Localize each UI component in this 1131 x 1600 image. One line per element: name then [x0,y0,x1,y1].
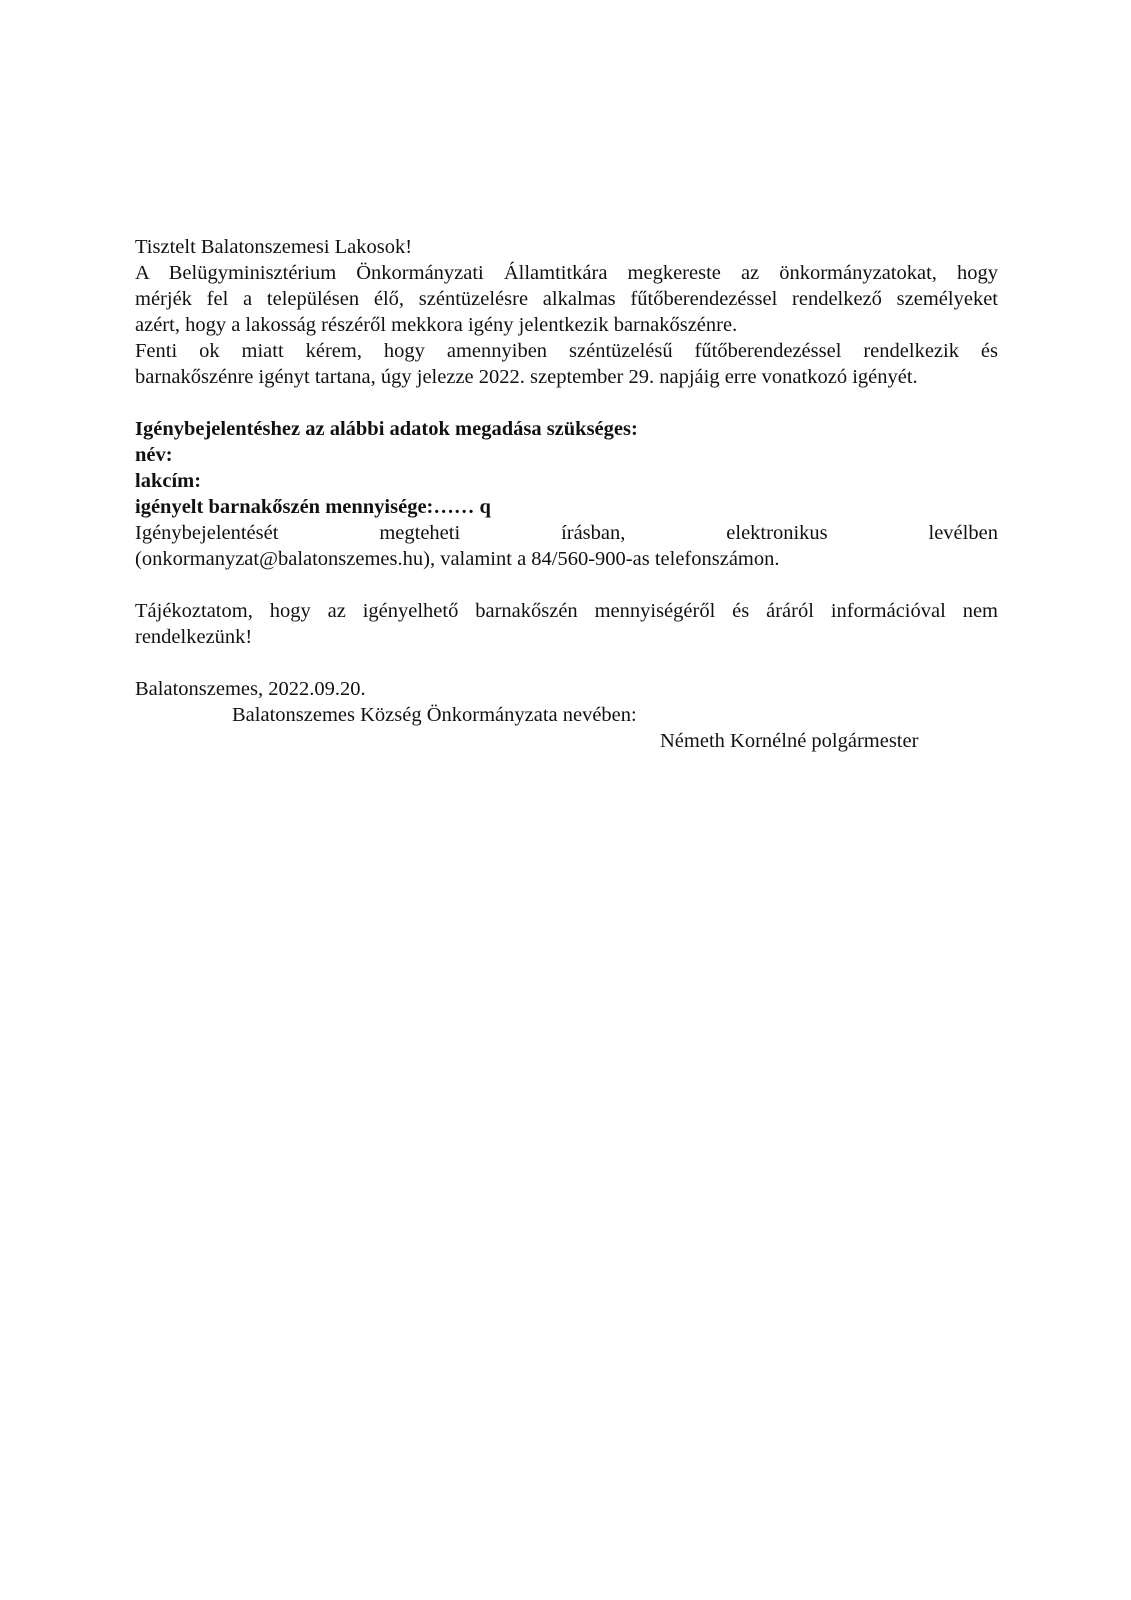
intro-line: A Belügyminisztérium Önkormányzati Államtitkára megkereste az önkormányzatokat, hogy [135,262,998,284]
notice-line: rendelkezünk! [135,626,253,648]
request-line: Fenti ok miatt kérem, hogy amennyiben széntüzelésű fűtőberendezéssel rendelkezik és [135,340,998,362]
notice-line: Tájékoztatom, hogy az igényelhető barnakőszén mennyiségéről és áráról információval nem [135,600,998,622]
field-name-label: név: [135,444,173,466]
dateline: Balatonszemes, 2022.09.20. [135,678,366,700]
contact-word: levélben [928,522,998,544]
on-behalf-line: Balatonszemes Község Önkormányzata nevében: [232,704,637,726]
contact-line [135,520,998,546]
contact-word: elektronikus [726,522,828,544]
intro-paragraph [135,260,998,338]
contact-word: megteheti [379,522,461,544]
signature: Németh Kornélné polgármester [660,730,919,752]
contact-word: írásban, [561,522,626,544]
notice-paragraph [135,598,998,650]
intro-line: mérjék fel a településen élő, széntüzelésre alkalmas fűtőberendezéssel rendelkező személyeket [135,288,998,310]
required-data-heading: Igénybejelentéshez az alábbi adatok megadása szükséges: [135,418,638,440]
required-fields [135,442,998,520]
contact-word: Igénybejelentését [135,522,279,544]
greeting: Tisztelt Balatonszemesi Lakosok! [135,236,413,258]
letter-body [135,234,998,754]
contact-paragraph [135,520,998,572]
intro-line: azért, hogy a lakosság részéről mekkora igény jelentkezik barnakőszénre. [135,314,738,336]
request-line: barnakőszénre igényt tartana, úgy jelezze 2022. szeptember 29. napjáig erre vonatkozó igényét. [135,366,918,388]
field-address-label: lakcím: [135,470,202,492]
field-quantity-label: igényelt barnakőszén mennyisége:…… q [135,496,491,518]
contact-line: (onkormanyzat@balatonszemes.hu), valamint a 84/560-900-as telefonszámon. [135,548,780,570]
request-paragraph [135,338,998,390]
